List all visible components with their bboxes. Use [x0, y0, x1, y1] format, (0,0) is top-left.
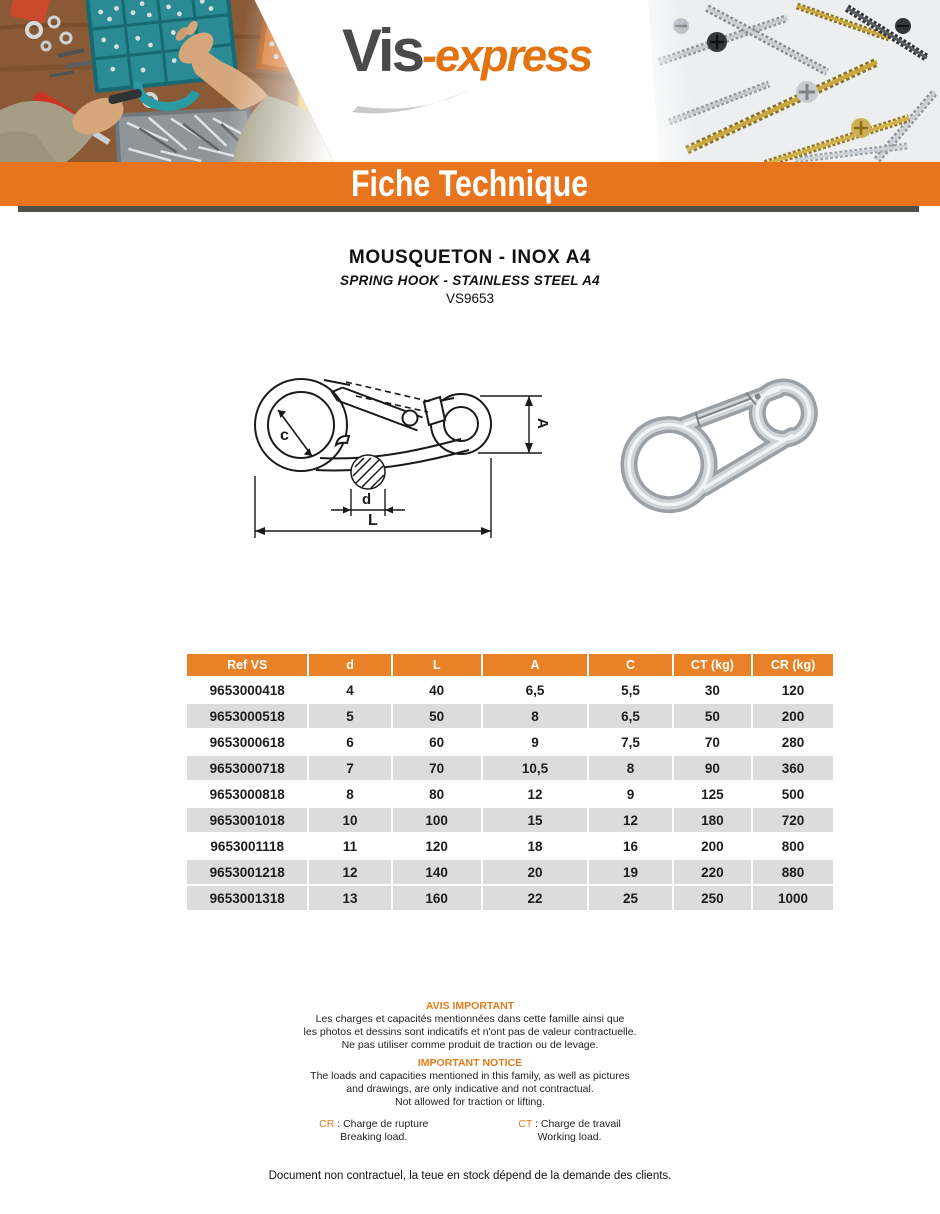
table-cell: 9653000818	[187, 782, 307, 806]
notice-fr-title: AVIS IMPORTANT	[425, 1000, 515, 1012]
spec-table-head-row	[187, 654, 833, 676]
table-cell: 720	[753, 808, 833, 832]
table-cell: 9653000418	[187, 678, 307, 702]
notice-fr-line: les photos et dessins sont indicatifs et n'ont pas de valeur contractuelle.	[303, 1026, 637, 1039]
ct-text-en: Working load.	[537, 1131, 602, 1144]
workbench-photo-illustration	[0, 0, 335, 165]
table-cell: 120	[753, 678, 833, 702]
table-cell: 5,5	[589, 678, 671, 702]
cr-abbr: CR	[319, 1118, 335, 1130]
table-row	[187, 756, 833, 780]
cr-text-fr: : Charge de rupture	[334, 1118, 429, 1130]
table-cell: 70	[393, 756, 481, 780]
table-cell: 250	[674, 886, 751, 910]
table-cell: 40	[393, 678, 481, 702]
footer-disclaimer: Document non contractuel, la teue en stock dépend de la demande des clients.	[268, 1170, 672, 1182]
product-ref: VS9653	[445, 291, 495, 306]
table-cell: 18	[483, 834, 588, 858]
table-cell: 7	[309, 756, 390, 780]
table-cell: 50	[393, 704, 481, 728]
table-cell: 15	[483, 808, 588, 832]
table-cell: 200	[674, 834, 751, 858]
table-cell: 4	[309, 678, 390, 702]
ct-abbr: CT	[518, 1118, 533, 1130]
table-cell: 160	[393, 886, 481, 910]
table-cell: 60	[393, 730, 481, 754]
ct-text-fr: : Charge de travail	[532, 1118, 621, 1130]
column-header: Ref VS	[187, 654, 307, 676]
table-cell: 8	[483, 704, 588, 728]
table-cell: 800	[753, 834, 833, 858]
table-cell: 9653001018	[187, 808, 307, 832]
table-cell: 10	[309, 808, 390, 832]
table-cell: 12	[309, 860, 390, 884]
table-cell: 16	[589, 834, 671, 858]
drawing-label-c: c	[280, 427, 289, 444]
column-header: CT (kg)	[674, 654, 751, 676]
table-cell: 10,5	[483, 756, 588, 780]
product-photo	[593, 362, 845, 524]
table-cell: 9653001118	[187, 834, 307, 858]
table-cell: 13	[309, 886, 390, 910]
table-cell: 9653001218	[187, 860, 307, 884]
table-cell: 120	[393, 834, 481, 858]
abbreviation-definitions	[0, 1118, 940, 1144]
notice-en	[0, 1057, 940, 1110]
table-cell: 360	[753, 756, 833, 780]
table-cell: 9	[483, 730, 588, 754]
header	[0, 0, 940, 165]
logo-swoosh	[350, 84, 472, 118]
table-row	[187, 860, 833, 884]
table-cell: 9653000518	[187, 704, 307, 728]
table-cell: 200	[753, 704, 833, 728]
column-header: L	[393, 654, 481, 676]
table-cell: 9653000618	[187, 730, 307, 754]
table-cell: 100	[393, 808, 481, 832]
notice-en-title: IMPORTANT NOTICE	[417, 1057, 523, 1069]
table-cell: 70	[674, 730, 751, 754]
column-header: CR (kg)	[753, 654, 833, 676]
spec-table	[185, 652, 835, 912]
table-cell: 90	[674, 756, 751, 780]
table-cell: 140	[393, 860, 481, 884]
table-cell: 20	[483, 860, 588, 884]
table-cell: 8	[589, 756, 671, 780]
table-cell: 7,5	[589, 730, 671, 754]
banner-title: Fiche Technique	[351, 163, 589, 204]
table-row	[187, 834, 833, 858]
banner-shadow	[18, 206, 919, 212]
cr-definition	[319, 1118, 428, 1144]
product-title-fr: MOUSQUETON - INOX A4	[348, 247, 592, 268]
table-cell: 9653000718	[187, 756, 307, 780]
notice-fr-line: Ne pas utiliser comme produit de traction ou de levage.	[341, 1039, 599, 1052]
notice-en-line: and drawings, are only indicative and not contractual.	[346, 1083, 594, 1096]
table-cell: 12	[483, 782, 588, 806]
ct-definition	[518, 1118, 621, 1144]
brand-logo	[342, 16, 597, 126]
table-cell: 6,5	[483, 678, 588, 702]
table-row	[187, 808, 833, 832]
notice-en-line: The loads and capacities mentioned in this family, as well as pictures	[310, 1070, 630, 1083]
table-cell: 220	[674, 860, 751, 884]
title-block	[0, 247, 940, 306]
table-cell: 9	[589, 782, 671, 806]
table-cell: 80	[393, 782, 481, 806]
drawing-label-d: d	[362, 491, 372, 508]
screws-photo-illustration	[645, 0, 940, 165]
table-row	[187, 704, 833, 728]
table-row	[187, 782, 833, 806]
table-row	[187, 730, 833, 754]
table-cell: 500	[753, 782, 833, 806]
technical-drawing	[228, 352, 558, 552]
table-cell: 5	[309, 704, 390, 728]
drawing-label-L: L	[368, 512, 378, 529]
table-cell: 11	[309, 834, 390, 858]
spec-table-body	[187, 678, 833, 910]
screws-photo	[645, 0, 940, 165]
table-cell: 25	[589, 886, 671, 910]
table-cell: 19	[589, 860, 671, 884]
table-row	[187, 678, 833, 702]
table-cell: 280	[753, 730, 833, 754]
workbench-photo	[0, 0, 335, 165]
logo-express-text: -express	[421, 30, 592, 81]
table-cell: 6	[309, 730, 390, 754]
notice-en-line: Not allowed for traction or lifting.	[395, 1096, 545, 1109]
cr-text-en: Breaking load.	[340, 1131, 408, 1144]
column-header: d	[309, 654, 390, 676]
drawing-label-A: A	[534, 418, 551, 429]
table-cell: 6,5	[589, 704, 671, 728]
table-cell: 30	[674, 678, 751, 702]
banner	[0, 162, 940, 206]
table-cell: 12	[589, 808, 671, 832]
column-header: A	[483, 654, 588, 676]
table-cell: 22	[483, 886, 588, 910]
notice-fr-line: Les charges et capacités mentionnées dans cette famille ainsi que	[315, 1013, 625, 1026]
table-cell: 8	[309, 782, 390, 806]
table-cell: 1000	[753, 886, 833, 910]
table-cell: 880	[753, 860, 833, 884]
column-header: C	[589, 654, 671, 676]
table-cell: 125	[674, 782, 751, 806]
table-cell: 9653001318	[187, 886, 307, 910]
product-title-en: SPRING HOOK - STAINLESS STEEL A4	[340, 273, 600, 288]
table-cell: 180	[674, 808, 751, 832]
notice-fr	[0, 1000, 940, 1053]
logo-vis-text: Vis	[342, 17, 422, 84]
table-row	[187, 886, 833, 910]
table-cell: 50	[674, 704, 751, 728]
